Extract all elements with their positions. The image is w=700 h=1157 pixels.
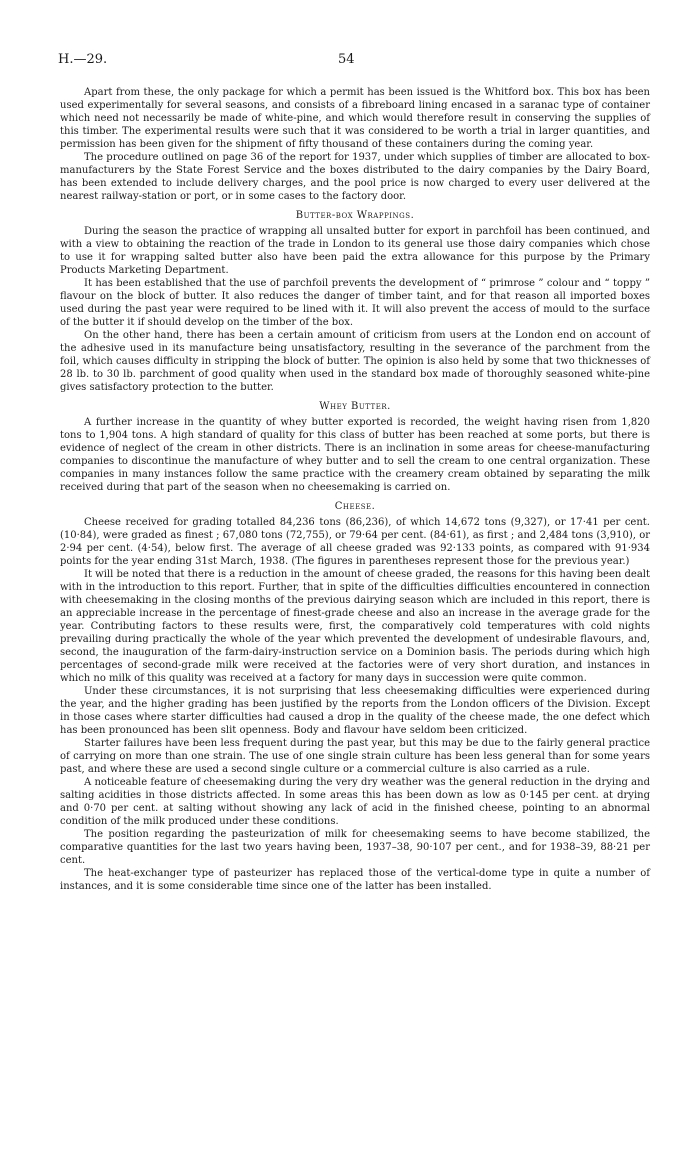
paragraph: During the season the practice of wrapping all unsalted butter for export in parchfoil has been continued, and with a view to obtaining the reaction of the trade in London to its general use those dairy companies which chose to use it for wrapping salted butter also have been paid the extra allowance for this purpose by the Primary Products Marketing Department.	[60, 226, 650, 276]
paragraph: It has been established that the use of parchfoil prevents the development of “ primrose ” colour and “ toppy ” flavour on the block of butter. It also reduces the danger of timber taint, and for that reason all imported boxes used during the past year were required to be lined with it. It will also prevent the access of mould to the surface of the butter it if should develop on the timber of the box.	[60, 278, 650, 328]
page-number: 54	[338, 52, 355, 67]
paragraph: Cheese received for grading totalled 84,236 tons (86,236), of which 14,672 tons (9,327), or 17·41 per cent. (10·84), were graded as finest ; 67,080 tons (72,755), or 79·64 per cent. (84·61), as first ; and 2,484 tons (3,910), or 2·94 per cent. (4·54), below first. The average of all cheese graded was 92·133 points, as compared with 91·934 points for the year ending 31st March, 1938. (The figures in parentheses represent those for the previous year.)	[60, 517, 650, 567]
paragraph: The heat-exchanger type of pasteurizer has replaced those of the vertical-dome type in quite a number of instances, and it is some considerable time since one of the latter has been installed.	[60, 868, 650, 892]
paragraph: A noticeable feature of cheesemaking during the very dry weather was the general reduction in the drying and salting acidities in those districts affected. In some areas this has been down as low as 0·145 per cent. at drying and 0·70 per cent. at salting without showing any lack of acid in the finished cheese, pointing to an abnormal condition of the milk produced under these conditions.	[60, 777, 650, 827]
paragraph: A further increase in the quantity of whey butter exported is recorded, the weight having risen from 1,820 tons to 1,904 tons. A high standard of quality for this class of butter has been reached at some ports, but there is evidence of neglect of the cream in other districts. There is an inclination in some areas for cheese-manufacturing companies to discontinue the manufacture of whey butter and to sell the cream to one central organization. These companies in many instances follow the same practice with the creamery cream obtained by separating the milk received during that part of the season when no cheesemaking is carried on.	[60, 417, 650, 493]
paragraph: Apart from these, the only package for which a permit has been issued is the Whitford box. This box has been used experimentally for several seasons, and consists of a fibreboard lining encased in a saranac type of container which need not necessarily be made of white-pine, and which would therefore result in conserving the supplies of this timber. The experimental results were such that it was considered to be worth a trial in larger quantities, and permission has been given for the shipment of fifty thousand of these containers during the coming year.	[60, 87, 650, 150]
page-body	[60, 86, 650, 893]
paragraph: It will be noted that there is a reduction in the amount of cheese graded, the reasons for this having been dealt with in the introduction to this report. Further, that in spite of the difficulties difficulties encountered in connection with cheesemaking in the closing months of the previous dairying season which are included in this report, there is an appreciable increase in the percentage of finest-grade cheese and also an increase in the average grade for the year. Contributing factors to these results were, first, the comparatively cold temperatures with cold nights prevailing during practically the whole of the year which prevented the development of undesirable flavours, and, second, the inauguration of the farm-dairy-instruction service on a Dominion basis. The periods during which high percentages of second-grade milk were received at the factories were of very short duration, and instances in which no milk of this quality was received at a factory for many days in succession were quite common.	[60, 569, 651, 684]
paragraph: The procedure outlined on page 36 of the report for 1937, under which supplies of timber are allocated to box-manufacturers by the State Forest Service and the boxes distributed to the dairy companies by the Dairy Board, has been extended to include delivery charges, and the pool price is now charged to every user delivered at the nearest railway-station or port, or in some cases to the factory door.	[60, 152, 650, 202]
document-reference: H.—29.	[58, 52, 108, 67]
paragraph: The position regarding the pasteurization of milk for cheesemaking seems to have become stabilized, the comparative quantities for the last two years having been, 1937–38, 90·107 per cent., and for 1938–39, 88·21 per cent.	[60, 829, 650, 866]
section-heading: Cheese.	[334, 501, 376, 512]
paragraph: Under these circumstances, it is not surprising that less cheesemaking difficulties were experienced during the year, and the higher grading has been justified by the reports from the London officers of the Division. Except in those cases where starter difficulties had caused a drop in the quality of the cheese made, the one defect which has been pronounced has been slit openness. Body and flavour have seldom been criticized.	[60, 686, 650, 736]
section-heading: Butter-box Wrappings.	[295, 210, 415, 221]
section-heading: Whey Butter.	[319, 401, 391, 412]
paragraph: Starter failures have been less frequent during the past year, but this may be due to the fairly general practice of carrying on more than one strain. The use of one single strain culture has been less general than for some years past, and where these are used a second single culture or a commercial culture is also carried as a rule.	[60, 738, 650, 775]
paragraph: On the other hand, there has been a certain amount of criticism from users at the London end on account of the adhesive used in its manufacture being unsatisfactory, resulting in the severance of the parchment from the foil, which causes difficulty in stripping the block of butter. The opinion is also held by some that two thicknesses of 28 lb. to 30 lb. parchment of good quality when used in the standard box made of thoroughly seasoned white-pine gives satisfactory protection to the butter.	[60, 330, 650, 393]
page-header	[58, 52, 648, 72]
